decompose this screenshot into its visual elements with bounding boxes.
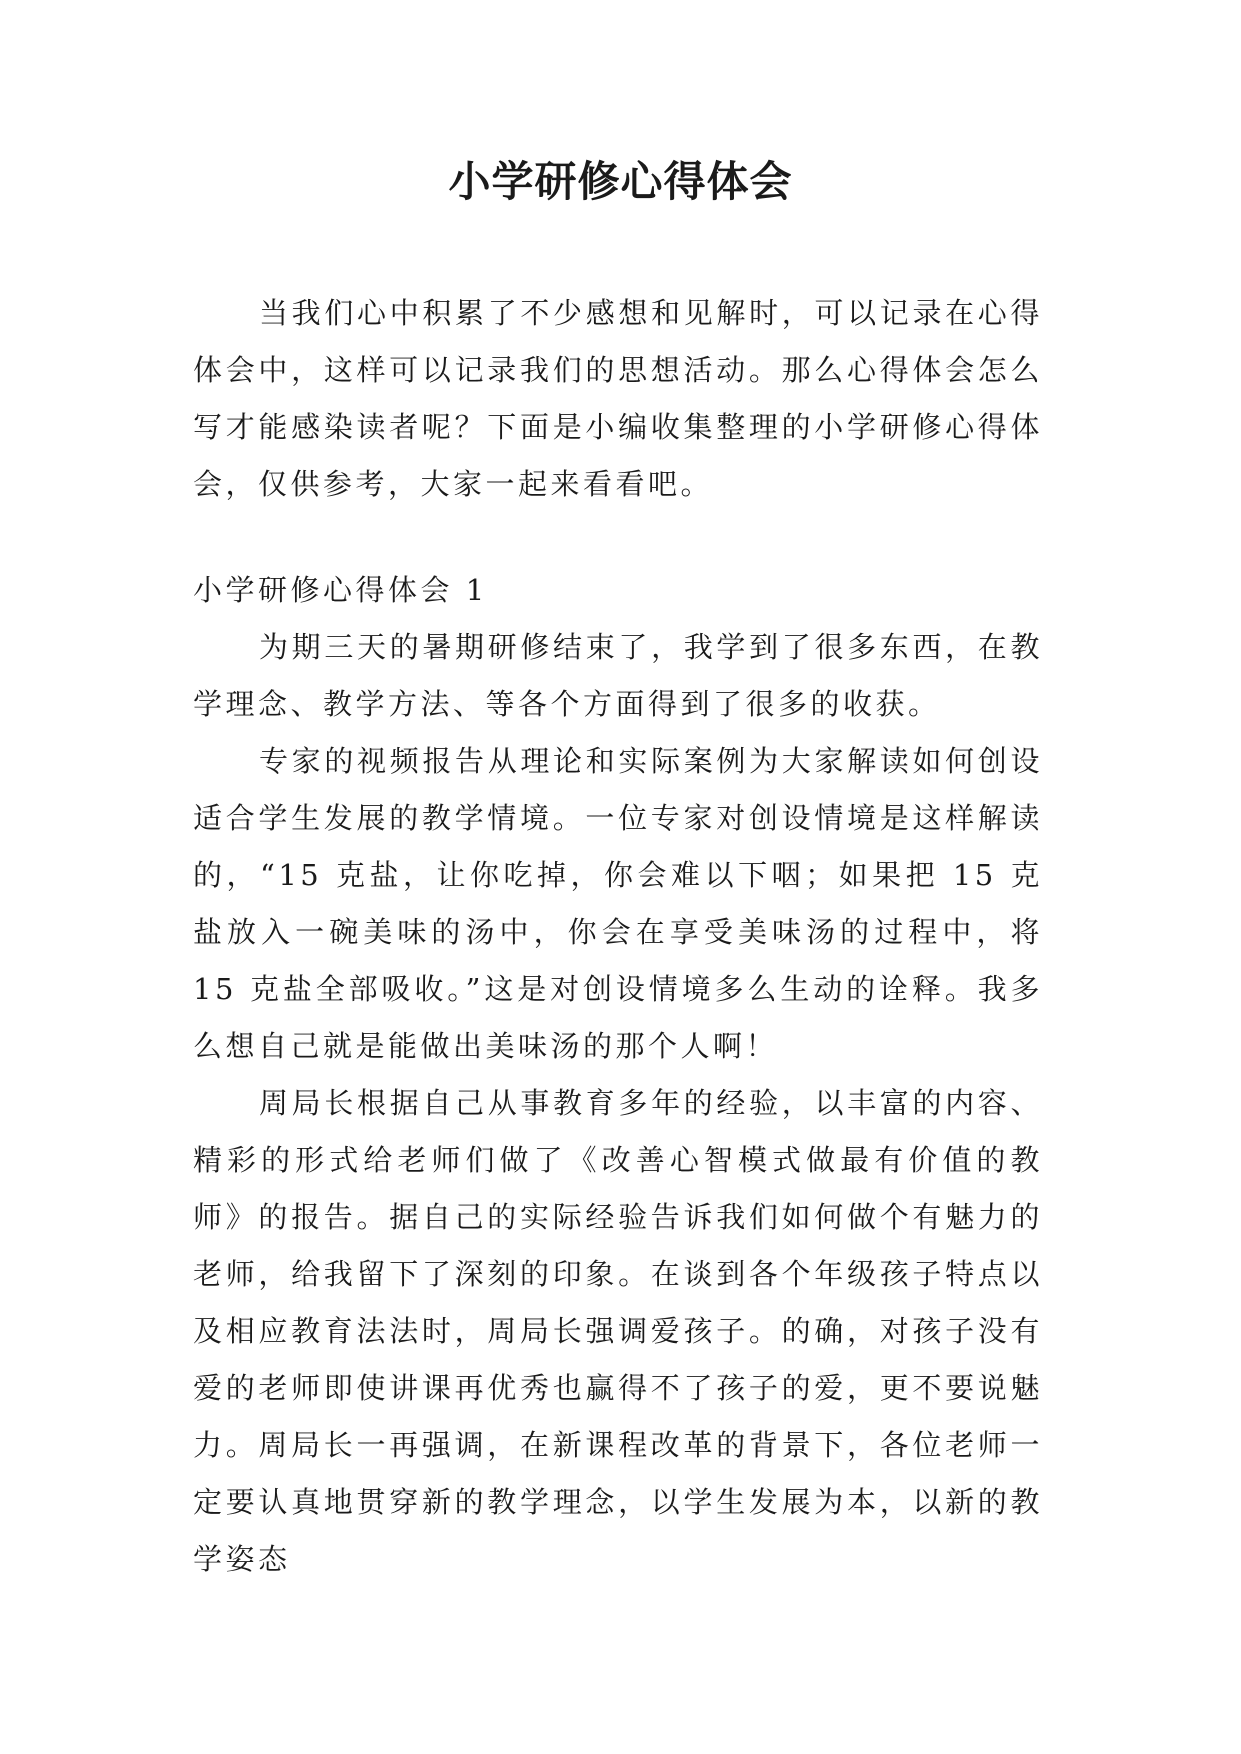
section-heading: 小学研修心得体会 1 — [193, 573, 488, 607]
document-title: 小学研修心得体会 — [448, 157, 793, 206]
intro-paragraph: 当我们心中积累了不少感想和见解时，可以记录在心得体会中，这样可以记录我们的思想活动。那么心得体会怎么写才能感染读者呢？下面是小编收集整理的小学研修心得体会，仅供参考，大家一起来看看吧。 — [193, 296, 1043, 501]
paragraph-gap — [193, 513, 1043, 562]
document-body — [193, 285, 1043, 1588]
body-paragraph-2: 专家的视频报告从理论和实际案例为大家解读如何创设适合学生发展的教学情境。一位专家对创设情境是这样解读的，“15 克盐，让你吃掉，你会难以下咽；如果把 15 克盐放入一碗美味的汤中，你会在享受美味汤的过程中，将 15 克盐全部吸收。”这是对创设情境多么生动的诠释。我多么想自己就是能做出美味汤的那个人啊！ — [193, 744, 1043, 1063]
body-paragraph-1: 为期三天的暑期研修结束了，我学到了很多东西，在教学理念、教学方法、等各个方面得到了很多的收获。 — [193, 630, 1043, 721]
body-paragraph-3: 周局长根据自己从事教育多年的经验，以丰富的内容、精彩的形式给老师们做了《改善心智模式做最有价值的教师》的报告。据自己的实际经验告诉我们如何做个有魅力的老师，给我留下了深刻的印象。在谈到各个年级孩子特点以及相应教育法法时，周局长强调爱孩子。的确，对孩子没有爱的老师即使讲课再优秀也赢得不了孩子的爱，更不要说魅力。周局长一再强调，在新课程改革的背景下，各位老师一定要认真地贯穿新的教学理念，以学生发展为本，以新的教学姿态 — [193, 1086, 1043, 1576]
